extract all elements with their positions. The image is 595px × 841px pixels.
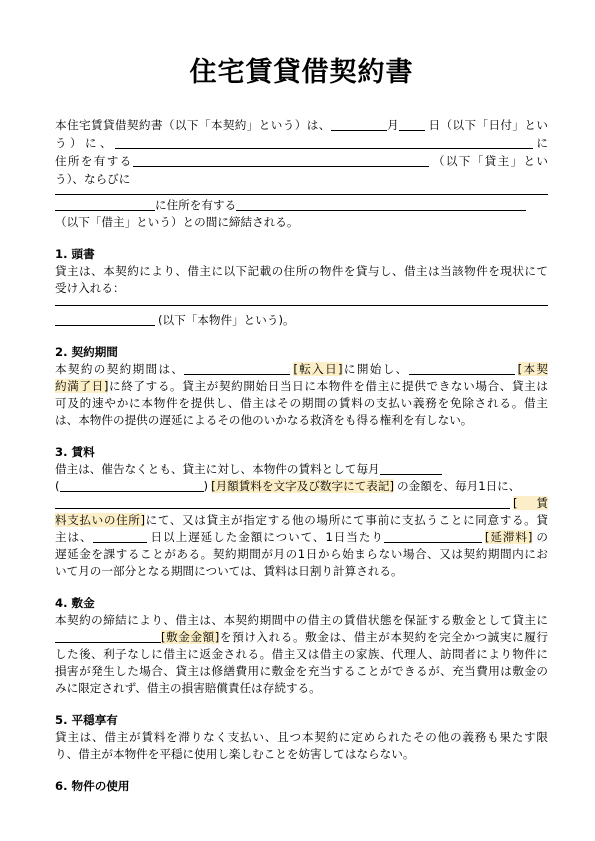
intro-line: [55, 116, 548, 134]
body-line: [55, 629, 548, 646]
placeholder-highlight: [敷金金額]: [161, 630, 220, 644]
text-segment: にて、又は貸主が指定する他の場所にて事前に支払うことに同意する。貸: [145, 513, 548, 527]
text-segment: に住所を有する: [155, 198, 237, 212]
body-line: [55, 512, 548, 529]
text-segment: 日以上遅延した金額について、1日当たり: [149, 530, 384, 544]
text-segment: した後、利子なしに借主に返金される。借主又は借主の家族、代理人、訪問者により物件に: [55, 647, 548, 661]
text-segment: 月: [386, 118, 400, 132]
text-segment: 損害が発生した場合、貸主は修繕費用に敷金を充当することができるが、充当費用は敷金の: [55, 664, 548, 678]
blank-field: [55, 200, 155, 211]
section-heading-use-of-property: 6. 物件の使用: [55, 779, 130, 793]
intro-line: [55, 214, 548, 231]
text-segment: 本住宅賃貸借契約書（以下「本契約」という）は、: [55, 118, 331, 132]
text-segment: う）、ならびに: [55, 172, 131, 186]
text-segment: 借主は、催告なくとも、貸主に対し、本物件の賃料として毎月: [55, 462, 380, 476]
body-line: [55, 612, 548, 629]
body-line: [55, 478, 548, 495]
text-segment: に終了する。貸主が契約開始日当日に本物件を借主に提供できない場合、貸主は: [108, 379, 548, 393]
blank-field: [384, 532, 482, 543]
text-segment: (以下「本物件」という)。: [158, 313, 295, 327]
document-body: [55, 0, 548, 795]
placeholder-highlight: [月額賃料を文字及び数字にて表記]: [211, 479, 395, 493]
blank-field: [380, 464, 442, 475]
text-segment: 本契約の契約期間は、: [55, 362, 185, 376]
section-heading-deposit: 4. 敷金: [55, 596, 95, 610]
blank-field: [184, 364, 290, 375]
text-segment: みに限定されず、借主の損害賠償責任は存続する。: [55, 681, 321, 695]
text-segment: 主は、: [55, 530, 93, 544]
intro-line: [55, 152, 548, 170]
body-line: [55, 378, 548, 395]
text-segment: 日（以下「日付」とい: [428, 118, 548, 132]
text-segment: （以下「貸主」とい: [431, 154, 548, 168]
text-segment: 受け入れる：: [55, 281, 125, 295]
text-segment: う）に、: [55, 136, 115, 150]
text-segment: (: [55, 479, 60, 493]
blank-field: [409, 364, 515, 375]
placeholder-highlight: [本契: [517, 362, 548, 376]
text-segment: （以下「借主」という）との間に締結される。: [55, 215, 299, 229]
blank-field: [55, 315, 155, 326]
body-line: [55, 495, 548, 512]
body-line: [55, 412, 548, 429]
blank-field: [331, 120, 387, 131]
body-line: [55, 395, 548, 412]
text-segment: 可及的速やかに本物件を提供し、借主はその期間の賃料の支払い義務を免除される。借主: [55, 396, 548, 410]
text-segment: り、借主が本物件を平穏に使用し楽しむことを妨害してはならない。: [55, 747, 415, 761]
blank-field: [55, 498, 510, 509]
body-line: [55, 312, 548, 329]
placeholder-highlight: [転入日]: [293, 362, 343, 376]
body-line: [55, 680, 548, 697]
body-line: [55, 746, 548, 763]
placeholder-highlight: [延滞料]: [484, 530, 533, 544]
text-segment: 住所を有する: [55, 154, 133, 168]
body-line: [55, 646, 548, 663]
blank-line: [55, 297, 548, 306]
blank-field: [133, 156, 429, 167]
body-line: [55, 461, 548, 478]
text-segment: を預け入れる。敷金は、借主が本契約を完全かつ誠実に履行: [219, 630, 548, 644]
intro-line: [55, 134, 548, 152]
blank-field: [93, 532, 147, 543]
text-segment: いて月の一部分となる期間については、賃料は日割り計算される。: [55, 564, 403, 578]
body-line: [55, 361, 548, 378]
blank-field: [115, 138, 533, 149]
body-line: [55, 563, 548, 580]
section-heading-quiet-enjoyment: 5. 平穏享有: [55, 713, 118, 727]
blank-field: [236, 200, 526, 211]
document-title: 住宅賃貸借契約書: [189, 57, 414, 88]
placeholder-highlight: 約満了日]: [55, 379, 109, 393]
text-segment: に開始し、: [342, 362, 409, 376]
text-segment: ): [203, 479, 209, 493]
intro-line: [55, 197, 548, 214]
body-line: [55, 663, 548, 680]
intro-line: [55, 170, 548, 188]
section-heading-term-period: 2. 契約期間: [55, 345, 118, 359]
text-segment: 貸主は、借主が賃料を滞りなく支払い、且つ本契約に定められたその他の義務も果たす限: [55, 730, 548, 744]
text-segment: 貸主は、本契約により、借主に以下記載の住所の物件を貸与し、借主は当該物件を現状にて: [55, 264, 548, 278]
body-line: [55, 546, 548, 563]
body-line: [55, 729, 548, 746]
blank-line: [55, 188, 548, 195]
text-segment: 遅延金を課することがある。契約期間が月の1日から始まらない場合、又は契約期間内にお: [55, 547, 548, 561]
text-segment: は、本物件の提供の遅延によるその他のいかなる救済をも得る権利を有しない。: [55, 413, 473, 427]
placeholder-highlight: 料支払いの住所]: [55, 513, 146, 527]
body-line: [55, 280, 548, 297]
text-segment: に: [532, 136, 548, 150]
body-line: [55, 529, 548, 546]
blank-field: [55, 632, 161, 643]
intro-paragraph: [55, 116, 548, 231]
text-segment: の: [535, 530, 548, 544]
placeholder-highlight: [賃: [513, 496, 548, 510]
text-segment: 本契約の締結により、借主は、本契約期間中の借主の賃借状態を保証する敷金として貸主に: [55, 613, 548, 627]
blank-field: [60, 481, 204, 492]
body-line: [55, 263, 548, 280]
blank-field: [399, 120, 425, 131]
section-heading-terms: 1. 頭書: [55, 247, 95, 261]
text-segment: の金額を、毎月1日に、: [397, 479, 521, 493]
section-heading-rent: 3. 賃料: [55, 445, 95, 459]
